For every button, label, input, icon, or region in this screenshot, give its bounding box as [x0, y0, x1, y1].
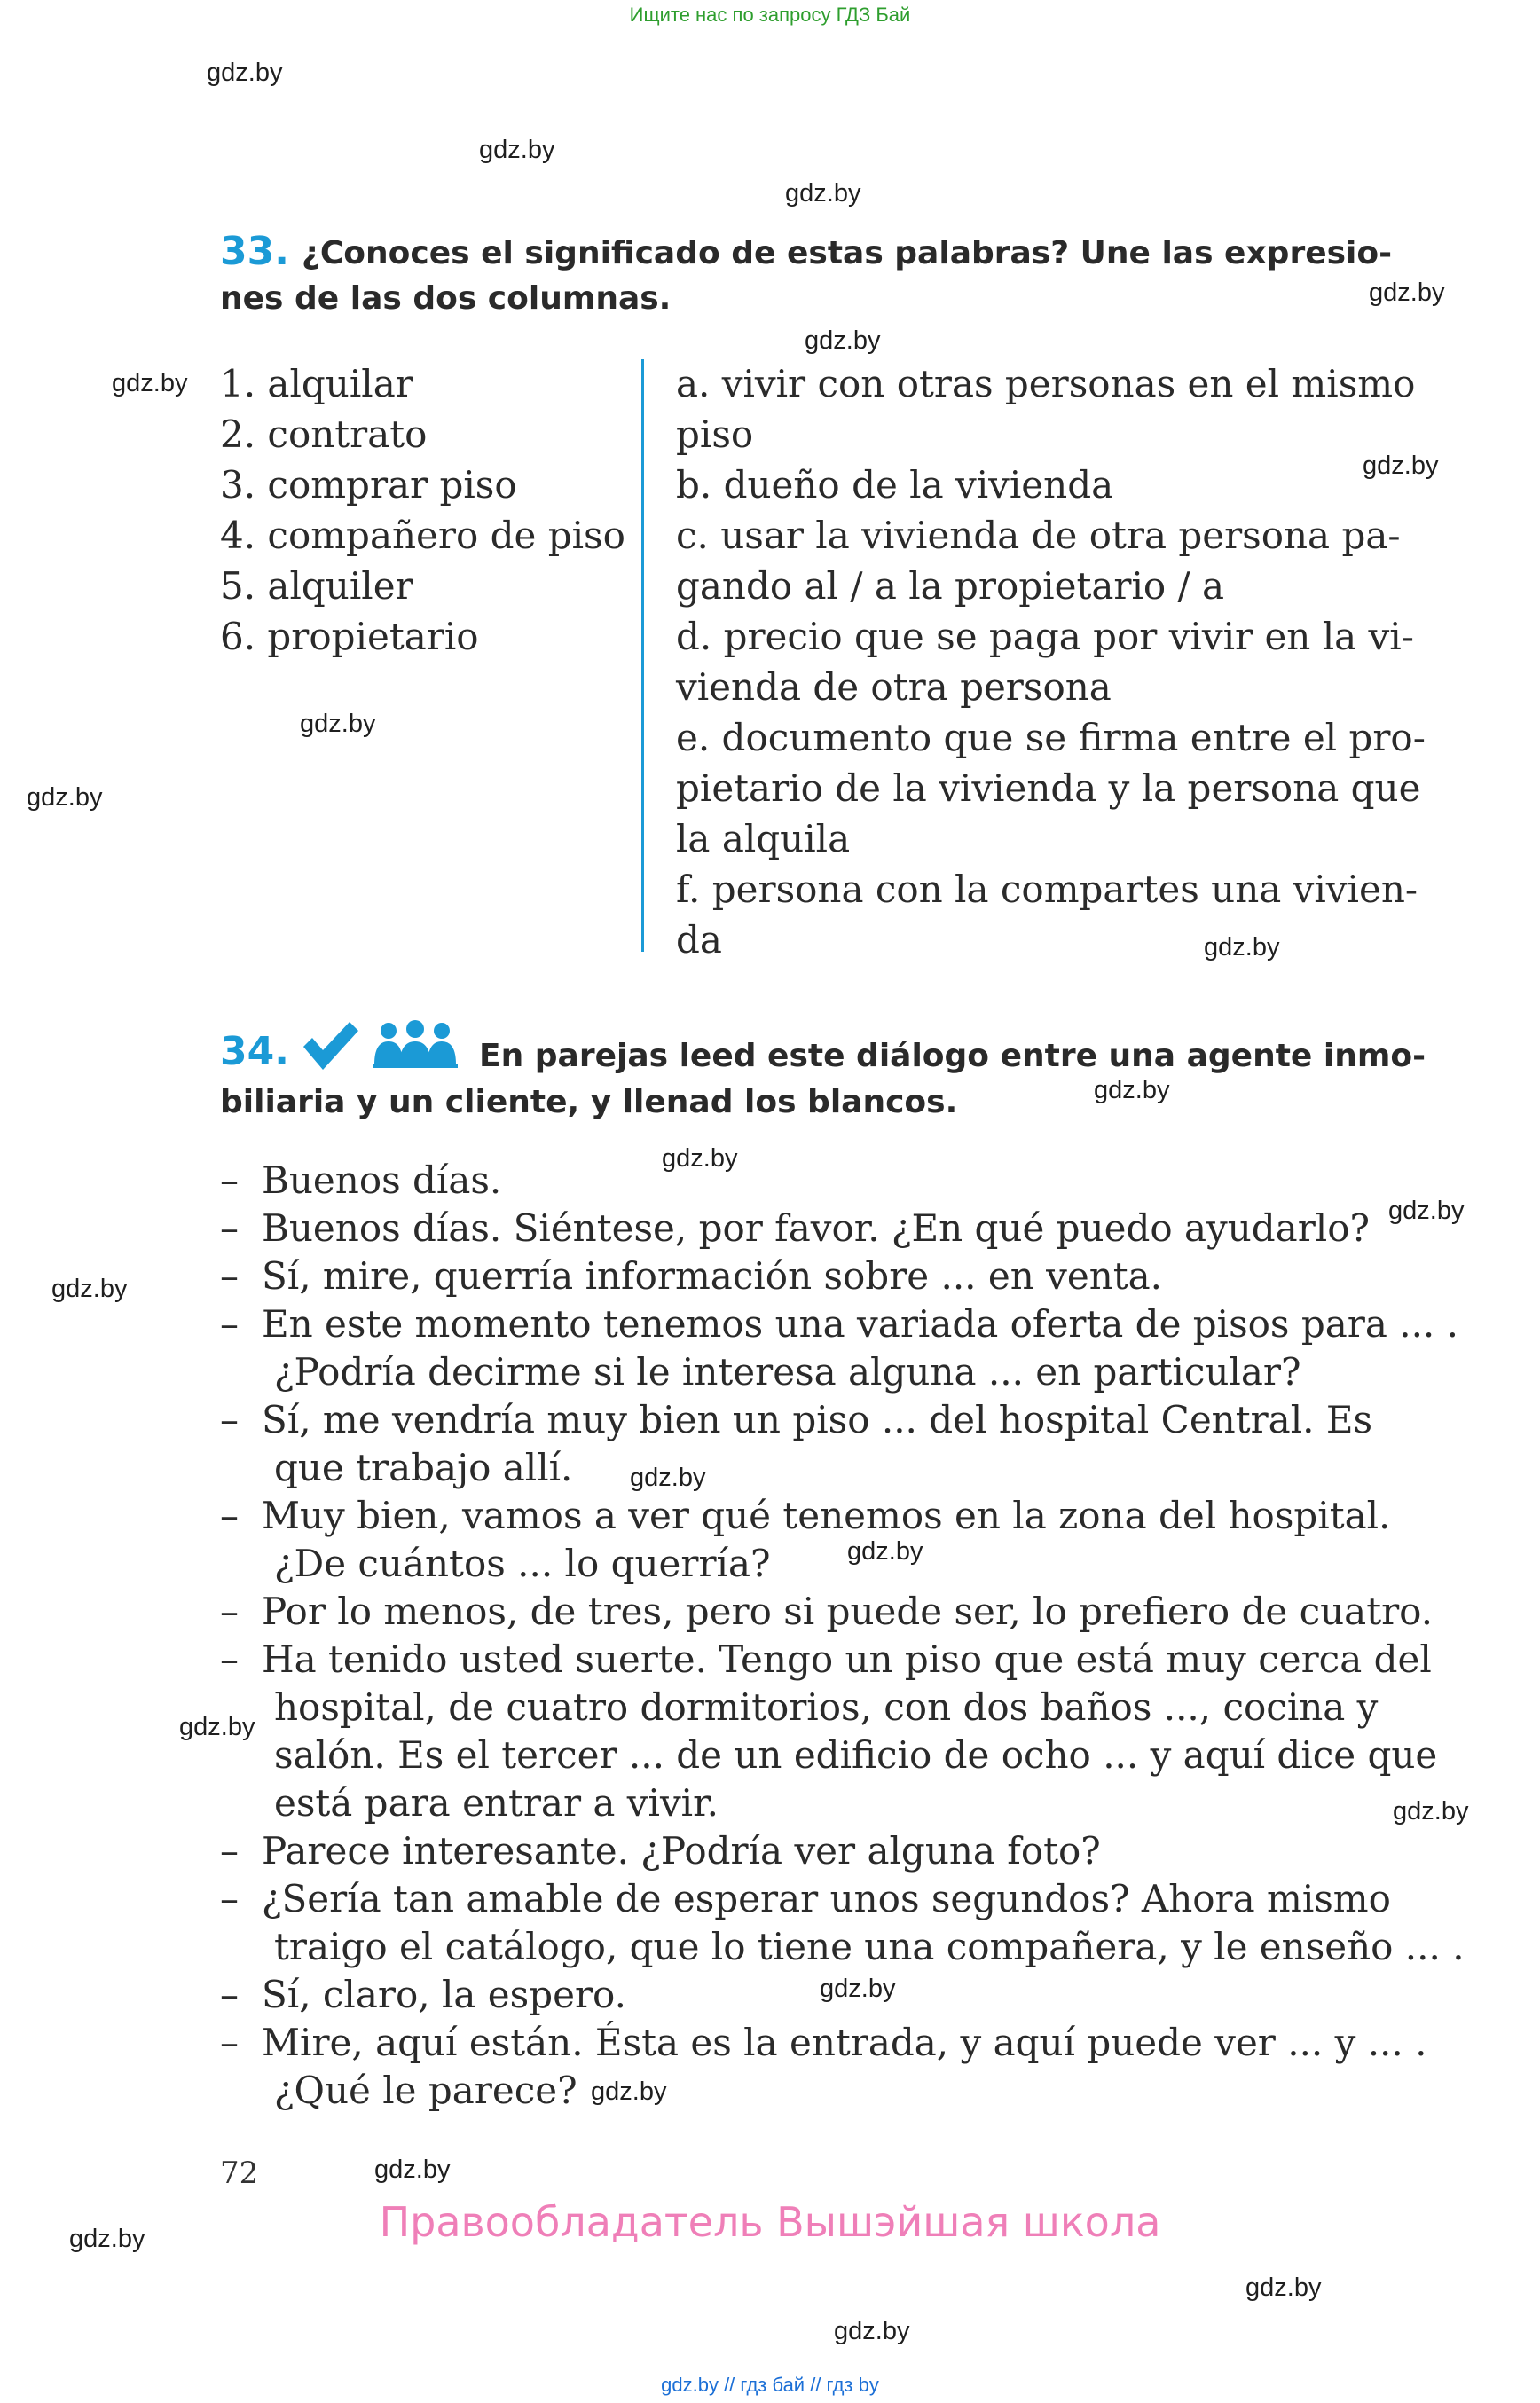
dialogue-line: Mire, aquí están. Ésta es la entrada, y aquí puede ver ... y ... .	[262, 2021, 1427, 2064]
column-divider	[641, 359, 644, 952]
exercise-34-title-line1: En parejas leed este diálogo entre una agente inmo-	[479, 1038, 1426, 1074]
watermark: gdz.by	[300, 710, 376, 738]
dialogue-line: En este momento tenemos una variada oferta de pisos para ... .	[262, 1302, 1458, 1346]
watermark: gdz.by	[662, 1144, 738, 1173]
dialogue-dash: –	[220, 1158, 239, 1202]
right-column-line: vienda de otra persona	[676, 665, 1112, 709]
dialogue-line-continued: traigo el catálogo, que lo tiene una compañera, y le enseño ... .	[274, 1925, 1465, 1968]
watermark: gdz.by	[1388, 1197, 1465, 1225]
watermark: gdz.by	[847, 1537, 923, 1566]
watermark: gdz.by	[820, 1975, 896, 2003]
watermark: gdz.by	[69, 2225, 145, 2253]
copyright-notice: Правообладатель Вышэйшая школа	[379, 2198, 1161, 2246]
dialogue-dash: –	[220, 1302, 239, 1346]
dialogue-dash: –	[220, 1973, 239, 2016]
watermark: gdz.by	[1204, 933, 1280, 962]
left-column-item: 5. alquiler	[220, 564, 413, 608]
dialogue-line-continued: salón. Es el tercer ... de un edificio de ocho ... y aquí dice que	[274, 1733, 1438, 1777]
exercise-34-title-line2: biliaria y un cliente, y llenad los blancos.	[220, 1084, 958, 1120]
right-column-line: e. documento que se firma entre el pro-	[676, 716, 1426, 759]
exercise-33-title-line1: ¿Conoces el significado de estas palabras? Une las expresio-	[302, 235, 1393, 271]
watermark: gdz.by	[207, 59, 283, 87]
left-column-item: 3. comprar piso	[220, 463, 517, 507]
watermark: gdz.by	[805, 326, 881, 355]
dialogue-line-continued: hospital, de cuatro dormitorios, con dos baños ..., cocina y	[274, 1685, 1379, 1729]
dialogue-line: Sí, mire, querría información sobre ... en venta.	[262, 1254, 1163, 1298]
dialogue-line: Por lo menos, de tres, pero si puede ser, lo prefiero de cuatro.	[262, 1590, 1434, 1633]
dialogue-line: Sí, claro, la espero.	[262, 1973, 626, 2016]
watermark: gdz.by	[51, 1275, 128, 1303]
right-column-line: a. vivir con otras personas en el mismo	[676, 362, 1416, 405]
dialogue-dash: –	[220, 1829, 239, 1873]
dialogue-dash: –	[220, 1590, 239, 1633]
exercise-33-title-line2: nes de las dos columnas.	[220, 280, 672, 317]
left-column-item: 6. propietario	[220, 615, 479, 658]
group-icon	[371, 1020, 460, 1072]
left-column-item: 2. contrato	[220, 412, 428, 456]
dialogue-line-continued: ¿Podría decirme si le interesa alguna ... en particular?	[274, 1350, 1301, 1394]
footer-links[interactable]: gdz.by // гдз бай // гдз by	[661, 2374, 879, 2396]
left-column-item: 1. alquilar	[220, 362, 413, 405]
watermark: gdz.by	[1369, 279, 1445, 307]
watermark: gdz.by	[479, 136, 555, 164]
right-column-line: da	[676, 918, 722, 962]
left-column-item: 4. compañero de piso	[220, 514, 625, 557]
dialogue-line: Muy bien, vamos a ver qué tenemos en la zona del hospital.	[262, 1494, 1391, 1537]
watermark: gdz.by	[374, 2156, 451, 2184]
exercise-33-number: 33.	[220, 229, 289, 274]
dialogue-dash: –	[220, 1398, 239, 1441]
watermark: gdz.by	[785, 179, 861, 208]
dialogue-dash: –	[220, 1494, 239, 1537]
right-column-line: c. usar la vivienda de otra persona pa-	[676, 514, 1401, 557]
dialogue-dash: –	[220, 1877, 239, 1920]
dialogue-line-continued: ¿Qué le parece?	[274, 2069, 578, 2112]
right-column-line: d. precio que se paga por vivir en la vi-	[676, 615, 1414, 658]
dialogue-line: Sí, me vendría muy bien un piso ... del hospital Central. Es	[262, 1398, 1373, 1441]
dialogue-dash: –	[220, 1254, 239, 1298]
watermark: gdz.by	[112, 369, 188, 397]
checkmark-icon	[300, 1018, 360, 1073]
dialogue-dash: –	[220, 1206, 239, 1250]
top-banner[interactable]: Ищите нас по запросу ГДЗ Бай	[629, 4, 911, 26]
dialogue-line-continued: que trabajo allí.	[274, 1446, 573, 1489]
dialogue-line-continued: está para entrar a vivir.	[274, 1781, 719, 1825]
watermark: gdz.by	[1094, 1076, 1170, 1104]
watermark: gdz.by	[1245, 2273, 1322, 2302]
right-column-line: pietario de la vivienda y la persona que	[676, 766, 1421, 810]
right-column-line: la alquila	[676, 817, 851, 860]
watermark: gdz.by	[1393, 1797, 1469, 1826]
exercise-34-number: 34.	[220, 1029, 289, 1074]
watermark: gdz.by	[834, 2317, 910, 2345]
watermark: gdz.by	[591, 2077, 667, 2106]
right-column-line: f. persona con la compartes una vivien-	[676, 868, 1418, 911]
dialogue-line: Ha tenido usted suerte. Tengo un piso que está muy cerca del	[262, 1637, 1432, 1681]
dialogue-dash: –	[220, 2021, 239, 2064]
watermark: gdz.by	[630, 1464, 706, 1492]
page-number: 72	[220, 2156, 259, 2191]
right-column-line: piso	[676, 412, 754, 456]
dialogue-line: Buenos días. Siéntese, por favor. ¿En qué puedo ayudarlo?	[262, 1206, 1371, 1250]
watermark: gdz.by	[179, 1713, 255, 1741]
watermark: gdz.by	[27, 783, 103, 812]
dialogue-line: Buenos días.	[262, 1158, 502, 1202]
dialogue-dash: –	[220, 1637, 239, 1681]
dialogue-line: Parece interesante. ¿Podría ver alguna foto?	[262, 1829, 1101, 1873]
right-column-line: gando al / a la propietario / a	[676, 564, 1225, 608]
right-column-line: b. dueño de la vivienda	[676, 463, 1114, 507]
dialogue-line: ¿Sería tan amable de esperar unos segundos? Ahora mismo	[262, 1877, 1391, 1920]
watermark: gdz.by	[1363, 452, 1439, 480]
dialogue-line-continued: ¿De cuántos ... lo querría?	[274, 1542, 771, 1585]
